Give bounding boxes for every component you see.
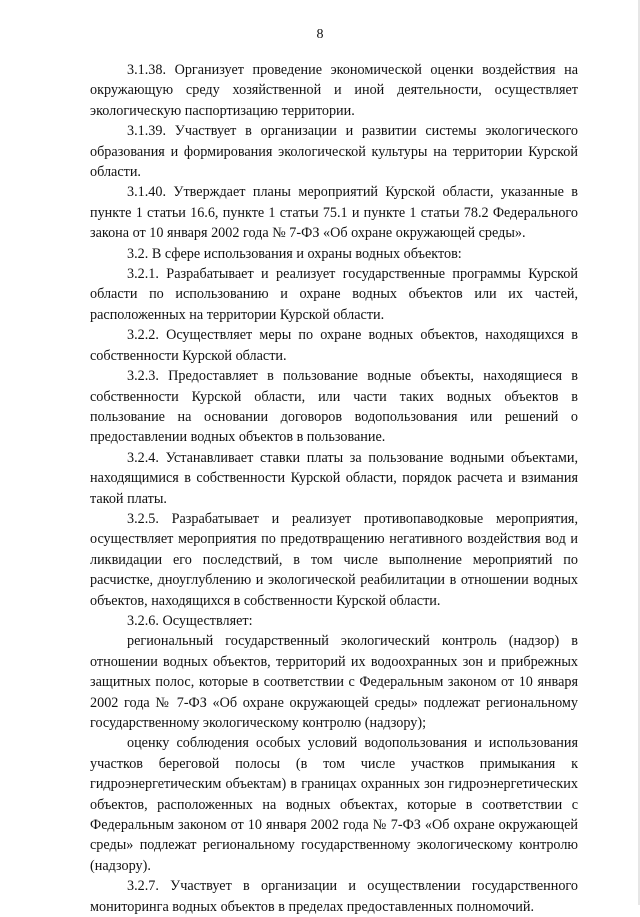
clause-3-2-6-item-control: региональный государственный экологический контроль (надзор) в отношении водных объектов, территорий их водоохранных зон и прибрежных защитных полос, которые в соответствии с Федеральным законом от 10 января 2002 года № 7-ФЗ «Об охране окружающей среды» подлежат региональному государственному экологическому контролю (надзору); xyxy=(90,633,578,731)
page-number: 8 xyxy=(316,27,324,42)
clause-3-2-4: 3.2.4. Устанавливает ставки платы за пользование водными объектами, находящимися в собственности Курской области, порядок расчета и взимания такой платы. xyxy=(90,449,578,507)
clause-3-1-38: 3.1.38. Организует проведение экономической оценки воздействия на окружающую среду хозяйственной и иной деятельности, осуществляет экологическую паспортизацию территории. xyxy=(90,62,578,119)
clause-3-1-39: 3.1.39. Участвует в организации и развитии системы экологического образования и формирования экологической культуры на территории Курской области. xyxy=(90,123,578,181)
clause-3-2: 3.2. В сфере использования и охраны водных объектов: xyxy=(127,245,462,262)
clause-3-2-6: 3.2.6. Осуществляет: xyxy=(127,612,253,629)
clause-3-2-6-item-assessment: оценку соблюдения особых условий водопользования и использования участков береговой полосы (в том числе участков примыкания к гидроэнергетическим объектам) в границах охранных зон гидроэнергетических объектов, расположенных на водных объектах, которые в соответствии с Федеральным законом от 10 января 2002 года № 7-ФЗ «Об охране окружающей среды» подлежат региональному государственному экологическому контролю (надзору). xyxy=(90,735,578,874)
clause-3-2-7: 3.2.7. Участвует в организации и осуществлении государственного мониторинга водных объектов в пределах предоставленных полномочий. xyxy=(90,878,578,915)
clause-3-2-5: 3.2.5. Разрабатывает и реализует противопаводковые мероприятия, осуществляет мероприятия по предотвращению негативного воздействия вод и ликвидации его последствий, в том числе выполнение мероприятий по расчистке, дноуглублению и экологической реабилитации в отношении водных объектов, находящихся в собственности Курской области. xyxy=(90,510,578,609)
clause-3-2-2: 3.2.2. Осуществляет меры по охране водных объектов, находящихся в собственности Курской области. xyxy=(90,327,578,364)
clause-3-2-3: 3.2.3. Предоставляет в пользование водные объекты, находящиеся в собственности Курской области, или части таких водных объектов в пользование на основании договоров водопользования или решений о предоставлении водных объектов в пользование. xyxy=(90,368,578,446)
document-body xyxy=(90,60,578,917)
clause-3-2-1: 3.2.1. Разрабатывает и реализует государственные программы Курской области по использованию и охране водных объектов или их частей, расположенных на территории Курской области. xyxy=(90,266,578,323)
clause-3-1-40: 3.1.40. Утверждает планы мероприятий Курской области, указанные в пункте 1 статьи 16.6, пункте 1 статьи 75.1 и пункте 1 статьи 78.2 Федерального закона от 10 января 2002 года № 7-ФЗ «Об охране окружающей среды». xyxy=(90,184,578,242)
